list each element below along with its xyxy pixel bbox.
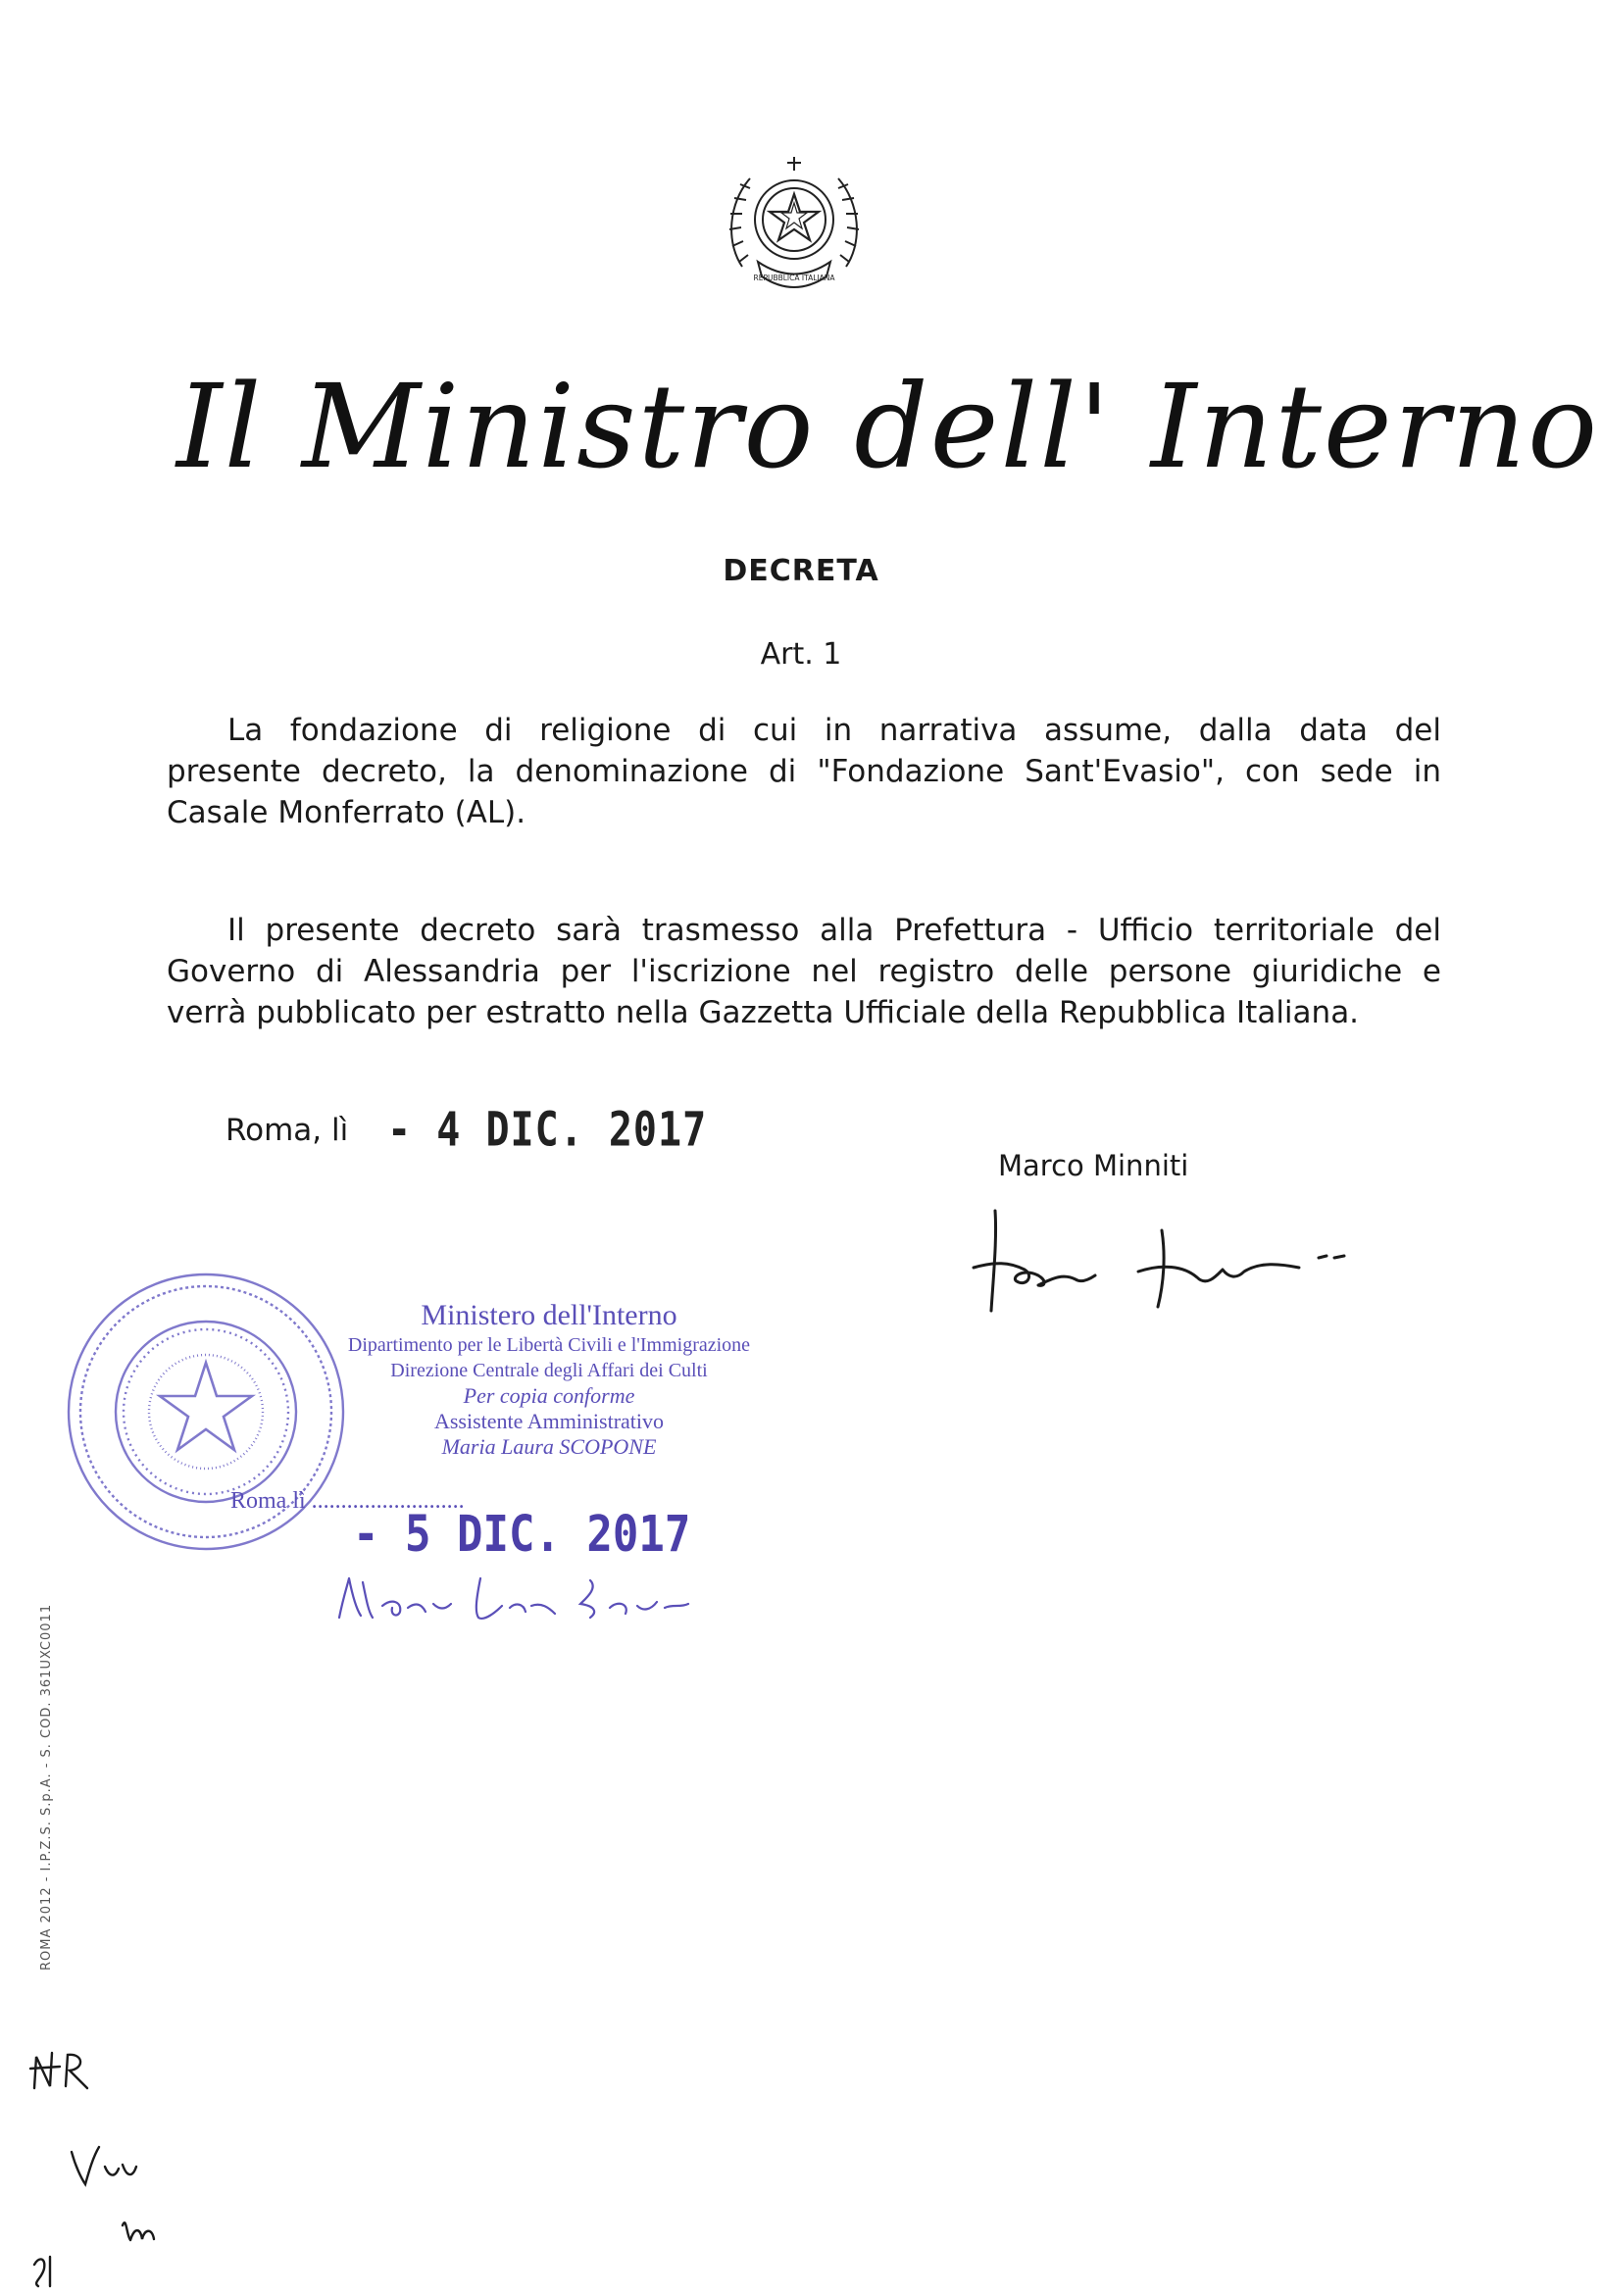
stamp-name: Maria Laura SCOPONE (441, 1434, 657, 1459)
official-handwritten-signature (324, 1559, 735, 1637)
place-label: Roma, lì (225, 1113, 349, 1148)
paragraph-line: Governo di Alessandria per l'iscrizione nel registro delle persone giuridiche e (167, 954, 1441, 989)
stamp-department: Dipartimento per le Libertà Civili e l'Immigrazione (347, 1334, 751, 1356)
article-number: Art. 1 (760, 637, 842, 672)
paragraph-2 (167, 910, 1441, 1033)
paragraph-1 (167, 710, 1441, 833)
ministry-header-title: Il Ministro dell' Interno (176, 359, 1600, 494)
paragraph-line: La fondazione di religione di cui in narrativa assume, dalla data del (227, 713, 1441, 748)
margin-print-code (29, 1603, 69, 1971)
handwritten-initials (25, 2039, 181, 2296)
stamp-directorate: Direzione Centrale degli Affari dei Culti (390, 1360, 708, 1381)
paragraph-line: presente decreto, la denominazione di "Fondazione Sant'Evasio", con sede in (167, 754, 1441, 789)
stamp-certification: Per copia conforme (463, 1383, 635, 1408)
paragraph-line: verrà pubblicato per estratto nella Gazzetta Ufficiale della Repubblica Italiana. (167, 995, 1360, 1030)
minister-signature (966, 1201, 1417, 1319)
signer-name: Marco Minniti (998, 1149, 1189, 1182)
decree-heading: DECRETA (723, 554, 879, 588)
copy-conformity-stamp (294, 1299, 804, 1460)
paragraph-line: Casale Monferrato (AL). (167, 795, 526, 830)
print-code-text: ROMA 2012 - I.P.Z.S. S.p.A. - S. COD. 361UXC0011 (39, 1603, 54, 1971)
stamp-ministry: Ministero dell'Interno (421, 1299, 677, 1331)
italian-republic-emblem-icon (721, 149, 868, 306)
place-date-row (225, 1103, 708, 1158)
stamp-place: Roma lì .......................... (230, 1488, 465, 1514)
emblem-text: REPUBBLICA ITALIANA (753, 274, 835, 282)
date-stamp: - 4 DIC. 2017 (387, 1103, 708, 1158)
stamp-date: - 5 DIC. 2017 (353, 1506, 691, 1564)
paragraph-line: Il presente decreto sarà trasmesso alla Prefettura - Ufficio territoriale del (227, 913, 1441, 948)
stamp-role: Assistente Amministrativo (433, 1409, 665, 1433)
